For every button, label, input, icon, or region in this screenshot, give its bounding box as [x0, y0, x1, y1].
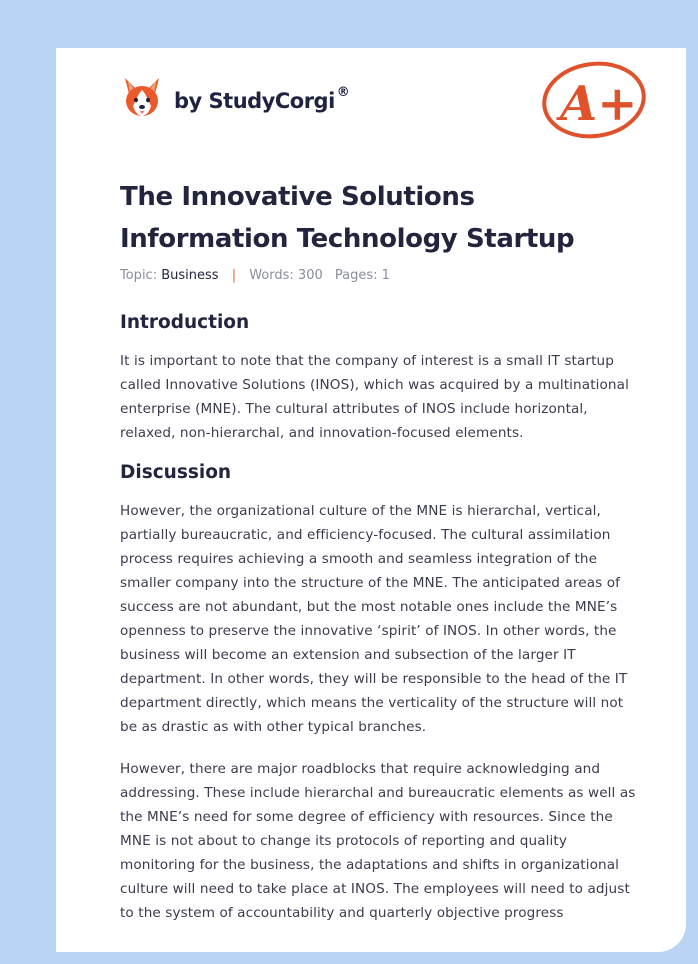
document-meta — [120, 268, 390, 283]
studycorgi-logo[interactable] — [122, 76, 349, 120]
page-count: Pages: 1 — [334, 268, 390, 283]
trademark-symbol: ® — [336, 85, 350, 100]
document-page — [56, 48, 686, 952]
discussion-paragraph-2: However, there are major roadblocks that require acknowledging and addressing. These include hierarchal and bureaucratic elements as well as the MNE’s need for some degree of efficiency with resources. Since the MNE is not about to change its protocols of reporting and quality monitoring for the business, the adaptations and shifts in organizational culture will need to take place at INOS. The employees will need to adjust to the system of accountability and quarterly objective progress — [120, 761, 636, 921]
document-title: The Innovative Solutions Information Technology Startup — [120, 182, 575, 254]
topic-label: Topic: — [120, 268, 158, 283]
section-heading-discussion: Discussion — [120, 462, 232, 483]
grade-text: A+ — [560, 76, 638, 132]
discussion-paragraph-1: However, the organizational culture of the MNE is hierarchal, vertical, partially bureaucratic, and efficiency-focused. The cultural assimilation process requires achieving a smooth and seamless integration of the smaller company into the structure of the MNE. The anticipated areas of success are not abundant, but the most notable ones include the MNE’s openness to preserve the innovative ‘spirit’ of INOS. In other words, the business will become an extension and subsection of the larger IT department. In other words, they will be responsible to the head of the IT department directly, which means the verticality of the structure will not be as drastic as with other typical branches. — [120, 503, 628, 735]
introduction-paragraph: It is important to note that the company of interest is a small IT startup called Innovative Solutions (INOS), which was acquired by a multinational enterprise (MNE). The cultural attributes of INOS include horizontal, relaxed, non-hierarchal, and innovation-focused elements. — [120, 353, 629, 441]
corgi-head-icon — [122, 76, 162, 120]
meta-separator: | — [231, 268, 237, 283]
section-heading-introduction: Introduction — [120, 312, 250, 333]
word-count: Words: 300 — [249, 268, 323, 283]
brand-name: by StudyCorgi ® — [174, 85, 350, 113]
a-plus-grade-icon — [538, 58, 650, 142]
topic-value[interactable]: Business — [161, 268, 219, 283]
